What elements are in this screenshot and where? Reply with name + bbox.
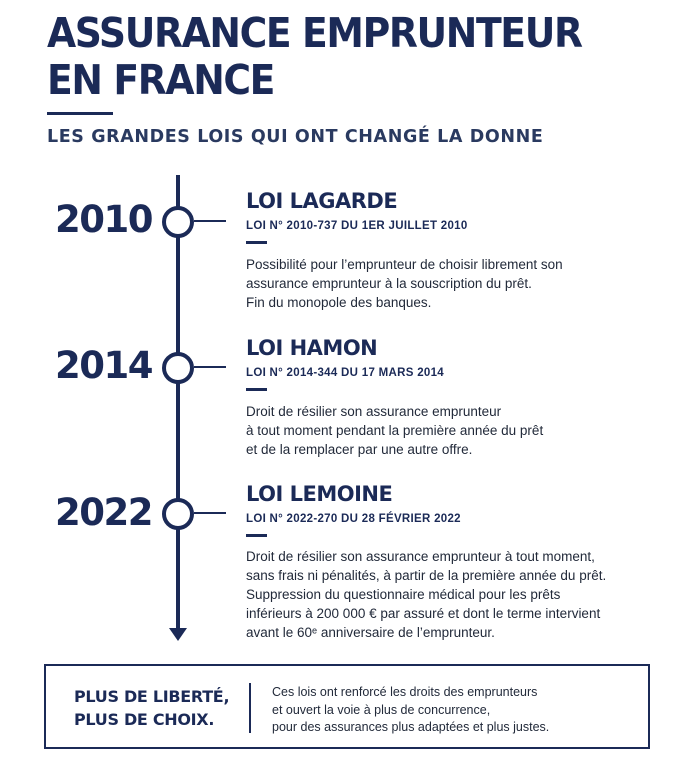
law-dash [246,241,267,244]
law-dash [246,534,267,537]
law-title: LOI LEMOINE [246,482,393,506]
law-description: Droit de résilier son assurance emprunteur à tout moment pendant la première année du prêt et de la remplacer par une autre offre. [246,404,544,457]
law-reference: LOI N° 2010-737 DU 1ER JUILLET 2010 [246,220,468,232]
timeline-node-icon [162,352,194,384]
summary-headline: PLUS DE LIBERTÉ, PLUS DE CHOIX. [74,687,230,729]
timeline-year: 2022 [55,491,152,534]
page-title: ASSURANCE EMPRUNTEUR EN FRANCE [47,9,582,104]
law-title: LOI LAGARDE [246,189,398,213]
summary-box [44,664,650,749]
timeline-node-icon [162,206,194,238]
timeline-line [176,175,180,633]
law-reference: LOI N° 2022-270 DU 28 FÉVRIER 2022 [246,513,461,525]
law-reference: LOI N° 2014-344 DU 17 MARS 2014 [246,367,444,379]
timeline-node-icon [162,498,194,530]
law-description: Possibilité pour l’emprunteur de choisir librement son assurance emprunteur à la souscription du prêt. Fin du monopole des banques. [246,257,563,310]
timeline-year: 2010 [55,198,152,241]
timeline-arrow-icon [169,628,187,641]
page-subtitle: LES GRANDES LOIS QUI ONT CHANGÉ LA DONNE [47,127,544,147]
summary-divider [249,683,251,733]
law-description: Droit de résilier son assurance emprunteur à tout moment, sans frais ni pénalités, à partir de la première année du prêt. Suppression du questionnaire médical pour les prêts inférieurs à 200 000 € par assuré et dont le terme intervient avant le 60ᵉ anniversaire de l’emprunteur. [246,549,607,640]
law-dash [246,388,267,391]
timeline-connector [194,220,226,222]
timeline-connector [194,366,226,368]
timeline-connector [194,512,226,514]
title-underline [47,112,113,115]
timeline-year: 2014 [55,344,152,387]
law-title: LOI HAMON [246,336,378,360]
summary-text: Ces lois ont renforcé les droits des emprunteurs et ouvert la voie à plus de concurrence, pour des assurances plus adaptées et plus justes. [272,685,550,734]
